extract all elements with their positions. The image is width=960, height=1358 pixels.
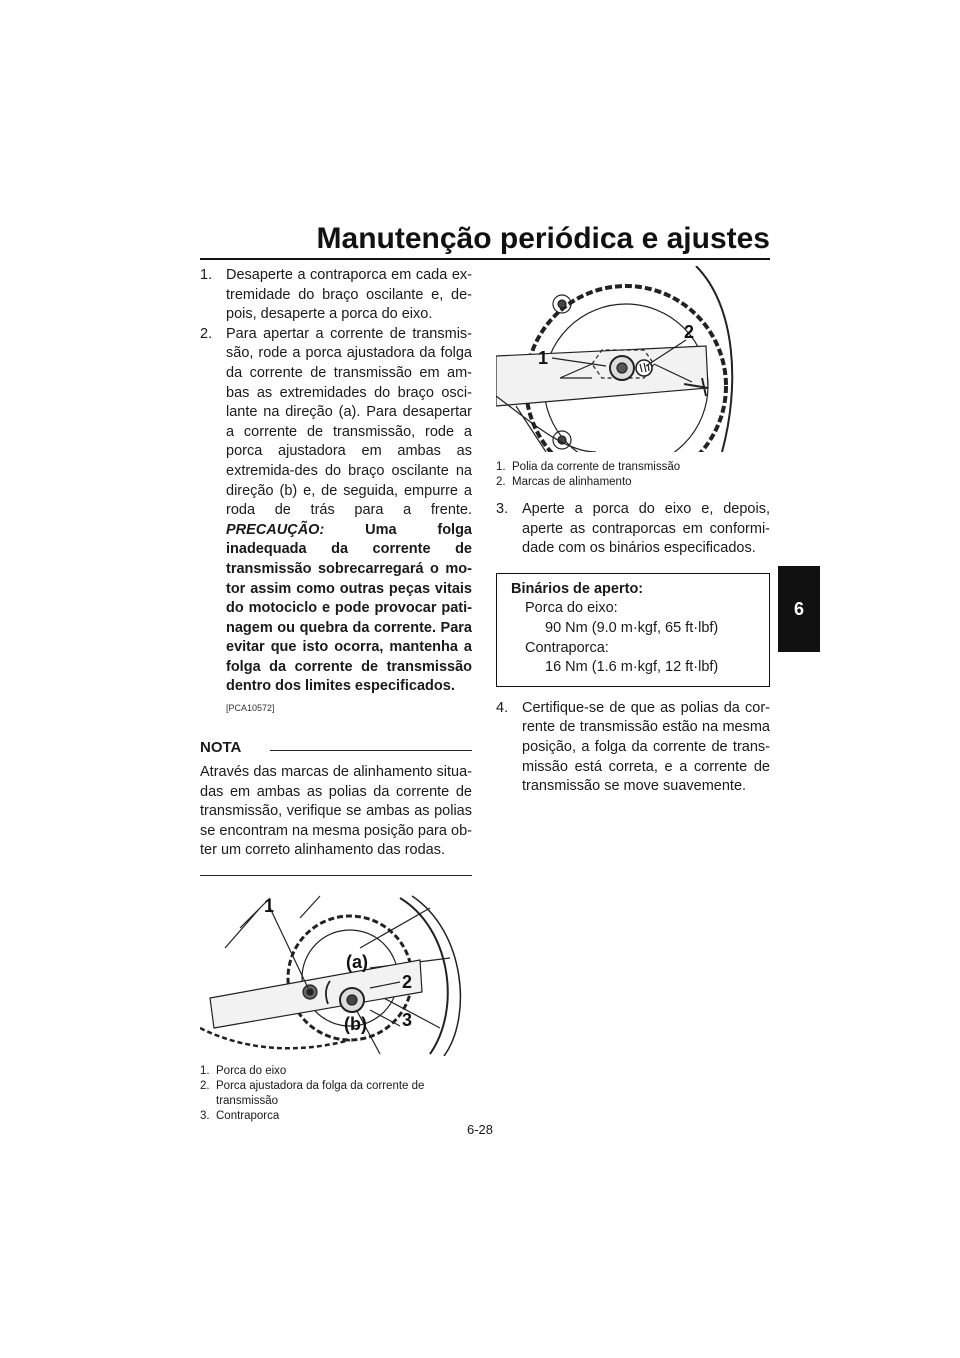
figure-captions <box>200 1064 472 1124</box>
callout-b: (b) <box>344 1014 367 1035</box>
nota-header <box>200 739 472 759</box>
caption-number: 2. <box>496 476 506 488</box>
caption-number: 1. <box>496 461 506 473</box>
callout-1: 1 <box>538 348 549 368</box>
caution-text: Uma folga inadequada da corrente de transmissão sobrecarregará o mo-tor assim como outras peças vitais do motociclo e pode provocar pati-nagem ou quebra da corrente. Para evitar que isto ocorra, mantenha a folga da corrente de transmissão dentro dos limites especificados. <box>226 521 472 695</box>
step-text: Aperte a porca do eixo e, depois, aperte as contraporcas em conformi-dade com os binários especificados. <box>522 501 770 557</box>
caption-number: 1. <box>200 1065 210 1078</box>
step-1 <box>200 266 472 325</box>
caption-item <box>200 1064 472 1079</box>
caption-number: 3. <box>200 1110 210 1123</box>
callout-3: 3 <box>402 1010 413 1031</box>
nota-text: Através das marcas de alinhamento situa-das em ambas as polias da corrente de transmissão, verifique se ambas as polias se encontram na mesma posição para ob-ter um correto alinhamento das rodas. <box>200 764 472 859</box>
sprocket-illustration <box>496 266 736 452</box>
caption-item <box>496 475 770 490</box>
spec-item-label: Contraporca: <box>525 639 609 656</box>
header-rule <box>200 258 770 260</box>
step-text: Certifique-se de que as polias da cor-rente de transmissão estão na mesma posição, a folga da corrente de trans-missão está correta, e a corrente de transmissão se move suavemente. <box>522 699 770 795</box>
callout-2: 2 <box>684 322 695 342</box>
chapter-tab: 6 <box>778 566 820 652</box>
spec-title: Binários de aperto: <box>511 580 644 597</box>
spec-item-value: 16 Nm (1.6 m·kgf, 12 ft·lbf) <box>545 659 719 676</box>
step-number: 2. <box>200 325 213 342</box>
caption-item <box>496 460 770 475</box>
step-number: 1. <box>200 267 213 283</box>
nota-label: NOTA <box>200 739 242 757</box>
figure-captions <box>496 460 770 490</box>
caption-text: Contraporca <box>216 1110 280 1123</box>
nota-rule <box>270 750 472 751</box>
step-number: 3. <box>496 501 509 517</box>
spec-item-label: Porca do eixo: <box>525 600 618 617</box>
caption-text: Porca do eixo <box>216 1065 287 1078</box>
sprocket-drawing <box>496 266 736 452</box>
reference-code: [PCA10572] <box>226 703 275 714</box>
step-number: 4. <box>496 699 509 716</box>
right-column <box>496 266 770 797</box>
step-text: Desaperte a contraporca em cada ex-tremidade do braço oscilante e, de-pois, desaperte a porca do eixo. <box>226 267 472 323</box>
caption-text: Porca ajustadora da folga da corrente de transmissão <box>216 1080 425 1108</box>
callout-2: 2 <box>402 972 413 993</box>
caption-text: Polia da corrente de transmissão <box>512 461 681 473</box>
step-2 <box>200 325 472 697</box>
caption-item <box>200 1079 472 1109</box>
caption-number: 2. <box>200 1080 210 1093</box>
page-title: Manutenção periódica e ajustes <box>316 222 770 255</box>
step-text: Para apertar a corrente de transmis-são, rode a porca ajustadora da folga da corrente de transmissão em am-bas as extremidades do braço osci-lante na direção (a). Para desapertar a corrente de transmissão, rode a porca ajustadora em ambas as extremida-des do braço oscilante na direção (b) e, de seguida, empurre a roda de trás para a frente. <box>226 325 472 519</box>
caption-text: Marcas de alinhamento <box>512 476 632 488</box>
callout-a: (a) <box>346 952 368 973</box>
swingarm-illustration <box>200 888 472 1056</box>
caution-label: PRECAUÇÃO: <box>226 521 325 538</box>
callout-1: 1 <box>264 896 275 917</box>
left-column <box>200 266 472 1124</box>
step-3 <box>496 500 770 559</box>
step-4 <box>496 699 770 797</box>
swingarm-drawing <box>200 888 472 1056</box>
spec-item-value: 90 Nm (9.0 m·kgf, 65 ft·lbf) <box>545 619 719 636</box>
page-number: 6-28 <box>466 1122 494 1137</box>
nota-end-rule <box>200 875 472 876</box>
torque-spec-box <box>496 573 770 687</box>
